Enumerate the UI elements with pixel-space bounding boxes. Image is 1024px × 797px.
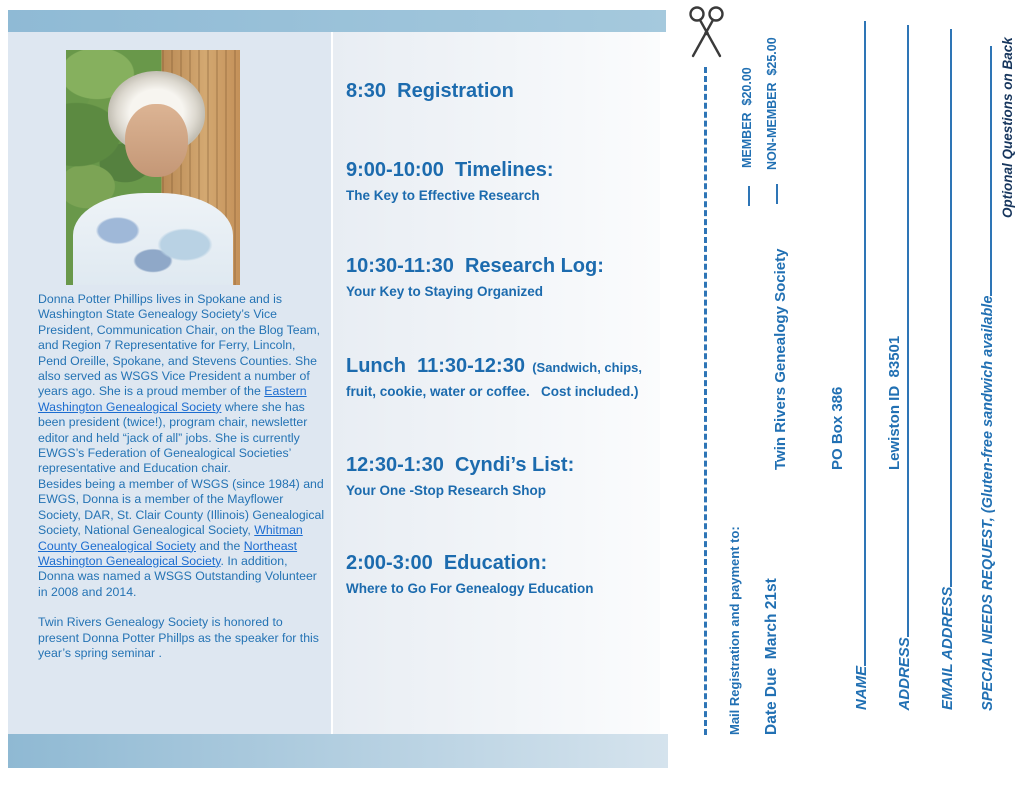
field-email-line [950,29,952,587]
bio-text-segment: and the [195,538,244,553]
bio-text-segment: . In addition, Donna was named a WSGS Outstanding Volunteer in 2008 and 2014. [38,553,317,599]
date-due-label: Date Due March 21st [763,578,780,735]
lunch-note-line2: fruit, cookie, water or coffee. Cost included.) [346,384,639,399]
schedule-heading: 9:00-10:00 Timelines: [346,159,554,181]
bio-text [38,292,326,661]
schedule-heading: 10:30-11:30 Research Log: [346,255,604,277]
registration-form-panel [660,0,1024,797]
field-special-needs-line [990,46,992,296]
photo-face [125,104,188,177]
schedule-subtitle: Where to Go For Genealogy Education [346,581,594,596]
schedule-subtitle: Your One -Stop Research Shop [346,483,547,498]
schedule-heading: 2:00-3:00 Education: [346,552,548,574]
field-name-label: NAME [853,665,870,710]
address-line-society: Twin Rivers Genealogy Society [772,248,789,470]
field-address-label: ADDRESS [896,637,913,711]
bio-text-segment: where she has been president (twice!), program chair, newsletter editor and held “jack of all” jobs. She is currently EWGS’s Federation of Genealogical Societies’ representative and Education chair. [38,399,308,476]
bio-text-segment: Twin Rivers Genealogy Society is honored to present Donna Potter Phillps as the speaker for this year’s spring seminar . [38,615,319,660]
bottom-accent-bar [8,734,668,768]
schedule-heading: Lunch 11:30-12:30 [346,355,525,377]
address-line-city: Lewiston ID 83501 [886,335,903,470]
schedule-item-research-log [346,254,658,300]
field-email-label: EMAIL ADDRESS [939,586,956,710]
field-name-line [864,21,866,666]
speaker-panel [8,32,331,734]
field-special-needs-label: SPECIAL NEEDS REQUEST, (Gluten-free sandwich available [980,295,996,711]
member-price-label: MEMBER $20.00 [740,67,754,168]
schedule-heading: 12:30-1:30 Cyndi’s List: [346,454,575,476]
schedule-panel [333,32,660,734]
nonmember-blank-line [776,184,778,204]
cut-line [704,67,707,735]
bio-link[interactable]: Northeast Washington Genealogical Society [38,538,298,568]
schedule-item-education [346,551,658,597]
field-address-line [907,25,909,637]
schedule-item-lunch [346,354,658,400]
schedule-subtitle: Your Key to Staying Organized [346,284,544,299]
scissors-icon [684,4,730,64]
bio-text-segment: Donna Potter Phillips lives in Spokane and is Washington State Genealogy Society’s Vice President, Communication Chair, on the Blog Team, and Region 7 Representative for Ferry, Lincoln, Pend Oreille, Spokane, and Stevens Counties. She also served as WSGS Vice President a number of years ago. She is a proud member of the [38,292,321,399]
optional-questions-note: Optional Questions on Back [1000,37,1015,218]
schedule-subtitle: The Key to Effective Research [346,188,540,203]
address-line-po-box: PO Box 386 [829,386,846,470]
top-accent-bar [8,10,666,32]
member-blank-line [748,186,750,206]
bio-link[interactable]: Whitman County Genealogical Society [38,523,303,553]
bio-text-segment: Besides being a member of WSGS (since 1984) and EWGS, Donna is a member of the Mayflower Society, DAR, St. Clair County (Illinois) Genealogical Society, National Genealogical Society, [38,476,325,538]
lunch-note-line1: (Sandwich, chips, [524,360,642,375]
nonmember-price-label: NON-MEMBER $25.00 [765,37,779,170]
schedule-item-registration [346,79,658,104]
bio-link[interactable]: Eastern Washington Genealogical Society [38,384,307,414]
speaker-photo [66,50,240,285]
schedule-item-timelines [346,158,658,204]
schedule-heading: 8:30 Registration [346,80,514,102]
photo-blouse [73,193,233,285]
mail-to-label: Mail Registration and payment to: [727,526,742,735]
schedule-item-cyndis-list [346,453,658,499]
